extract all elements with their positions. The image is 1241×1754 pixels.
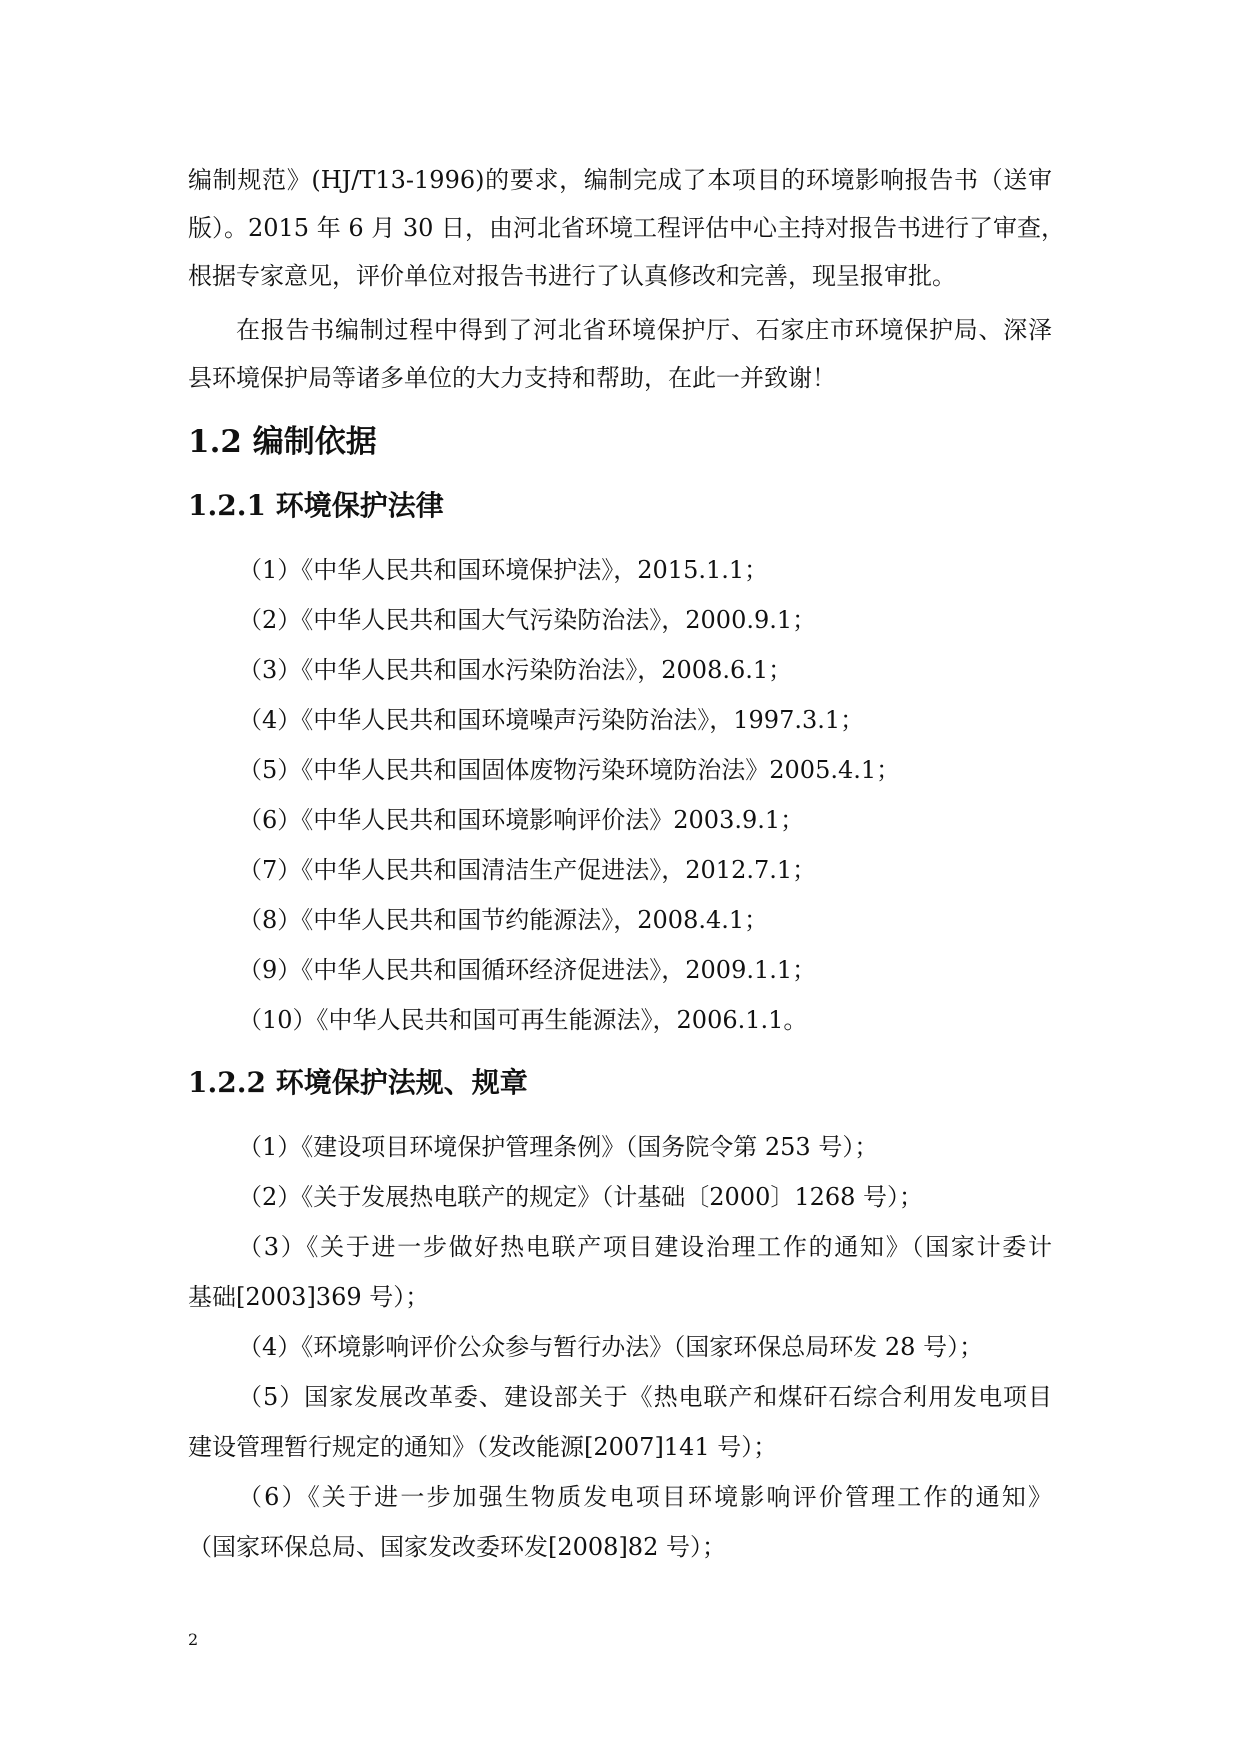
law-list-item-9: （9）《中华人民共和国循环经济促进法》，2009.1.1；	[238, 956, 817, 984]
regulation-list-item-5-line-1: （5）国家发展改革委、建设部关于《热电联产和煤矸石综合利用发电项目	[238, 1383, 1052, 1411]
law-list-item-1: （1）《中华人民共和国环境保护法》，2015.1.1；	[238, 556, 769, 584]
regulation-list-item-6-line-2: （国家环保总局、国家发改委环发[2008]82 号）；	[188, 1533, 726, 1561]
intro-paragraph-1-line-3: 根据专家意见，评价单位对报告书进行了认真修改和完善，现呈报审批。	[188, 262, 956, 290]
regulation-list-item-3-line-1: （3）《关于进一步做好热电联产项目建设治理工作的通知》（国家计委计	[238, 1233, 1052, 1261]
regulation-list-item-2: （2）《关于发展热电联产的规定》（计基础〔2000〕1268 号）；	[238, 1183, 924, 1211]
regulation-list-item-3-line-2: 基础[2003]369 号）；	[188, 1283, 430, 1311]
section-heading-1-2: 1.2 编制依据	[188, 424, 377, 460]
section-heading-1-2-1: 1.2.1 环境保护法律	[188, 489, 444, 522]
regulation-list-item-6-line-1: （6）《关于进一步加强生物质发电项目环境影响评价管理工作的通知》	[238, 1483, 1052, 1511]
law-list-item-6: （6）《中华人民共和国环境影响评价法》2003.9.1；	[238, 806, 805, 834]
intro-paragraph-2-line-2: 县环境保护局等诸多单位的大力支持和帮助，在此一并致谢！	[188, 364, 836, 392]
page-number: 2	[188, 1630, 199, 1649]
law-list-item-2: （2）《中华人民共和国大气污染防治法》，2000.9.1；	[238, 606, 817, 634]
law-list-item-4: （4）《中华人民共和国环境噪声污染防治法》，1997.3.1；	[238, 706, 865, 734]
law-list-item-7: （7）《中华人民共和国清洁生产促进法》，2012.7.1；	[238, 856, 817, 884]
intro-paragraph-1-line-1: 编制规范》(HJ/T13-1996)的要求，编制完成了本项目的环境影响报告书（送审	[188, 166, 1052, 194]
regulation-list-item-1: （1）《建设项目环境保护管理条例》（国务院令第 253 号）；	[238, 1133, 879, 1161]
regulation-list-item-5-line-2: 建设管理暂行规定的通知》（发改能源[2007]141 号）；	[188, 1433, 778, 1461]
intro-paragraph-1-line-2: 版）。2015 年 6 月 30 日，由河北省环境工程评估中心主持对报告书进行了审查，	[188, 214, 1066, 242]
intro-paragraph-2-line-1: 在报告书编制过程中得到了河北省环境保护厅、石家庄市环境保护局、深泽	[236, 316, 1052, 344]
law-list-item-3: （3）《中华人民共和国水污染防治法》，2008.6.1；	[238, 656, 793, 684]
section-heading-1-2-2: 1.2.2 环境保护法规、规章	[188, 1066, 528, 1099]
law-list-item-8: （8）《中华人民共和国节约能源法》，2008.4.1；	[238, 906, 769, 934]
law-list-item-5: （5）《中华人民共和国固体废物污染环境防治法》2005.4.1；	[238, 756, 901, 784]
regulation-list-item-4: （4）《环境影响评价公众参与暂行办法》（国家环保总局环发 28 号）；	[238, 1333, 984, 1361]
law-list-item-10: （10）《中华人民共和国可再生能源法》，2006.1.1。	[238, 1006, 808, 1034]
